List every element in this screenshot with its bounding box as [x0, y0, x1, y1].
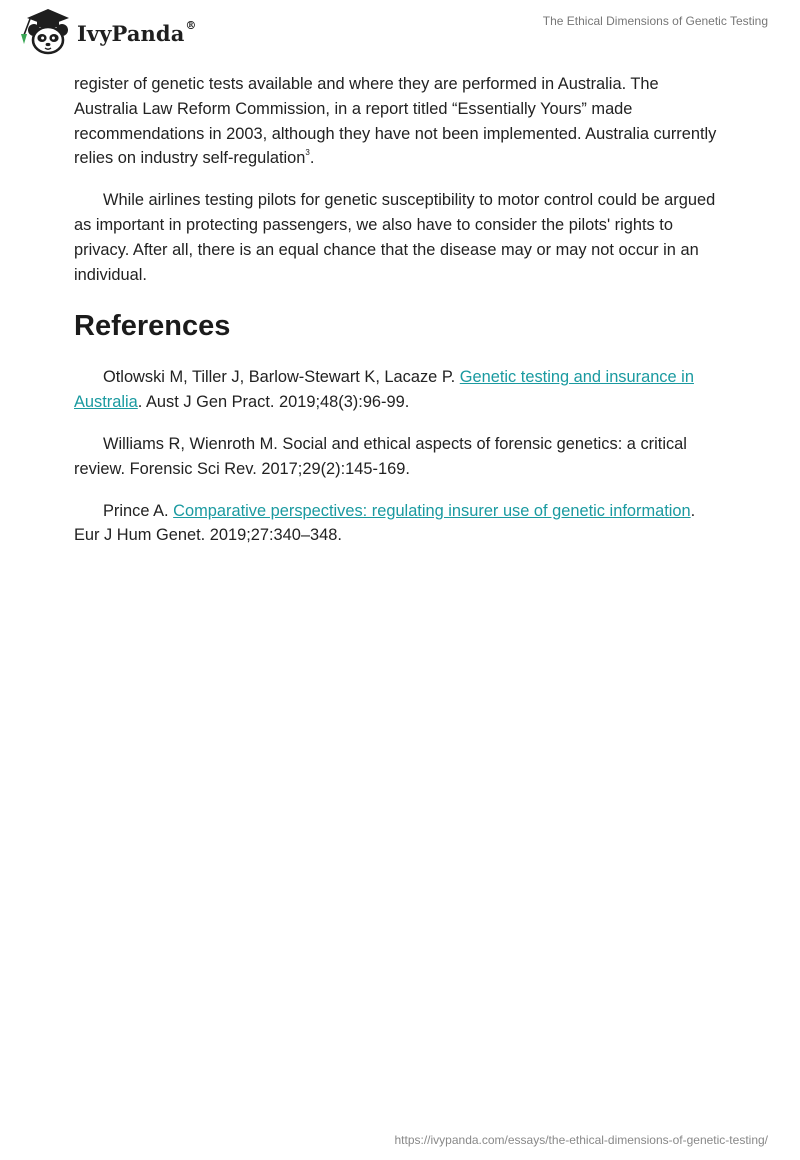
- ivypanda-logo[interactable]: [15, 8, 197, 56]
- reference-item-2: [74, 432, 724, 482]
- reference-item-1: [74, 365, 724, 415]
- references-heading: References: [74, 310, 231, 343]
- reference-item-3: [74, 499, 724, 549]
- document-title: The Ethical Dimensions of Genetic Testing: [542, 14, 768, 28]
- body-paragraph-continued: [74, 72, 724, 171]
- reference-link[interactable]: Comparative perspectives: regulating insurer use of genetic information: [173, 501, 691, 520]
- panda-graduation-cap-icon: [15, 8, 75, 56]
- reference-text: Prince A.: [103, 501, 174, 520]
- reference-text: . Aust J Gen Pract. 2019;48(3):96-99.: [137, 393, 410, 412]
- brand-name: [77, 18, 197, 46]
- footnote-marker: 3: [305, 147, 310, 157]
- reference-text: . Eur J Hum Genet. 2019;27:340–348.: [74, 501, 696, 545]
- paragraph-text: register of genetic tests available and where they are performed in Australia. The Australia Law Reform Commission, in a report titled “Essentially Yours” made recommendations in 2003, although they have not been implemented. Australia currently relies on industry self-regulation: [74, 75, 717, 168]
- reference-text: Otlowski M, Tiller J, Barlow-Stewart K, Lacaze P.: [103, 368, 460, 387]
- body-paragraph: While airlines testing pilots for genetic susceptibility to motor control could be argued as important in protecting passengers, we also have to consider the pilots' rights to privacy. After all, there is an equal chance that the disease may or may not occur in an individual.: [74, 191, 716, 284]
- brand-name-text: IvyPanda: [77, 20, 185, 46]
- reference-text: Williams R, Wienroth M. Social and ethical aspects of forensic genetics: a critical review. Forensic Sci Rev. 2017;29(2):145-169.: [74, 434, 687, 478]
- paragraph-end: .: [309, 149, 315, 168]
- registered-mark: ®: [185, 18, 197, 32]
- essay-content: [74, 72, 724, 565]
- reference-link[interactable]: Genetic testing and insurance in Australia: [74, 368, 694, 412]
- page-header: [0, 0, 800, 60]
- footer-url[interactable]: https://ivypanda.com/essays/the-ethical-dimensions-of-genetic-testing/: [394, 1133, 768, 1147]
